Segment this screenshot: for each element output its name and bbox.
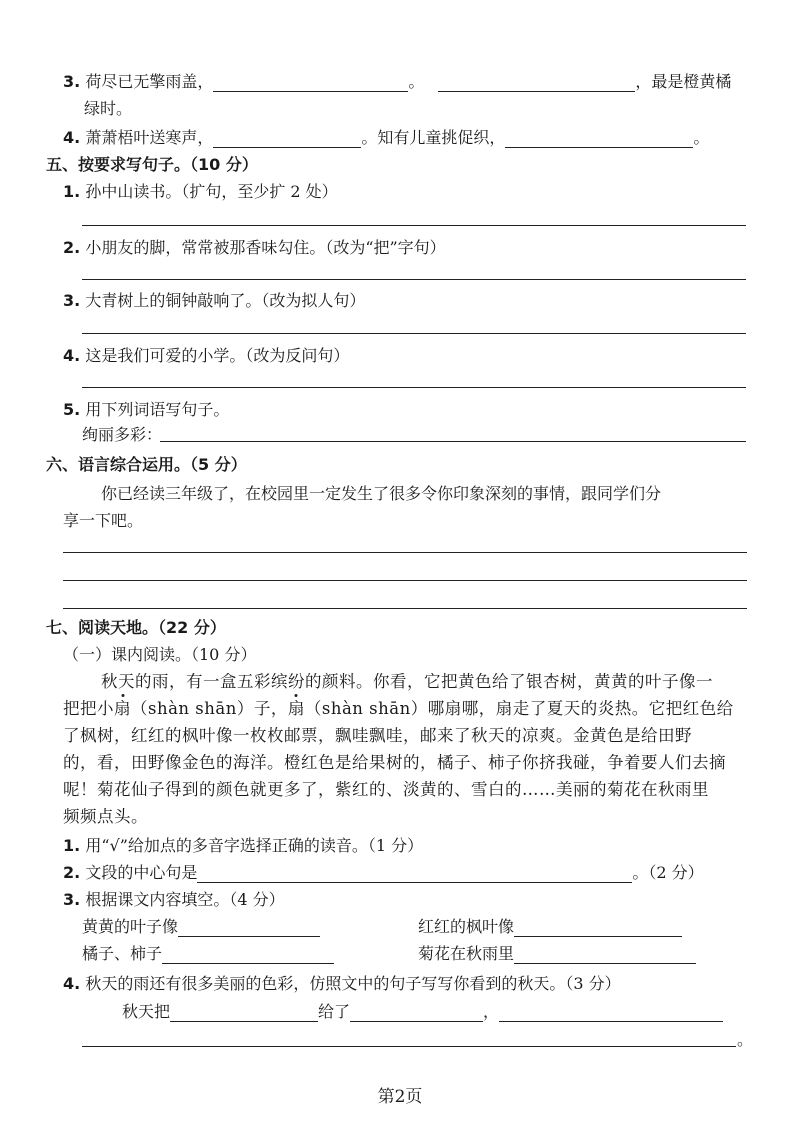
- passage-line-3: 了枫树，红红的枫叶像一枚枚邮票，飘哇飘哇，邮来了秋天的凉爽。金黄色是给田野: [63, 726, 692, 745]
- passage-line-1: 秋天的雨，有一盒五彩缤纷的颜料。你看，它把黄色给了银杏树，黄黄的叶子像一: [101, 672, 713, 691]
- answer-blank[interactable]: [438, 75, 635, 92]
- answer-blank[interactable]: [505, 131, 693, 148]
- answer-line[interactable]: [82, 225, 746, 226]
- s5-q3: 3. 大青树上的铜钟敲响了。（改为拟人句）: [63, 291, 366, 310]
- answer-line[interactable]: [82, 1046, 736, 1047]
- s7-q4: 4. 秋天的雨还有很多美丽的色彩，仿照文中的句子写写你看到的秋天。（3 分）: [63, 974, 621, 993]
- s7-q3-fill-3: 橘子、柿子: [82, 944, 334, 964]
- answer-line[interactable]: [82, 387, 746, 388]
- answer-blank[interactable]: [162, 947, 334, 964]
- s7-subtitle: （一）课内阅读。（10 分）: [63, 645, 257, 664]
- s5-q1: 1. 孙中山读书。（扩句，至少扩 2 处）: [63, 182, 338, 201]
- answer-blank[interactable]: [350, 1005, 483, 1022]
- answer-line[interactable]: [63, 608, 747, 609]
- s7-q2: 2. 文段的中心句是 。（2 分）: [63, 863, 704, 882]
- s7-q1: 1. 用“√”给加点的多音字选择正确的读音。（1 分）: [63, 836, 424, 855]
- answer-line[interactable]: [160, 441, 746, 442]
- answer-blank[interactable]: [170, 1005, 318, 1022]
- section-7-title: 七、阅读天地。（22 分）: [46, 618, 226, 637]
- s6-prompt-line-1: 你已经读三年级了，在校园里一定发生了很多令你印象深刻的事情，跟同学们分: [101, 484, 662, 503]
- dotted-char: 扇: [287, 699, 305, 718]
- page-number: 第2页: [377, 1087, 423, 1107]
- s5-q2: 2. 小朋友的脚，常常被那香味勾住。（改为“把”字句）: [63, 238, 446, 257]
- answer-blank[interactable]: [178, 920, 320, 937]
- poem-question-3: 3. 荷尽已无擎雨盖， 。 ，最是橙黄橘: [63, 72, 732, 91]
- s5-q5: 5. 用下列词语写句子。: [63, 400, 230, 419]
- answer-line[interactable]: [63, 580, 747, 581]
- section-6-title: 六、语言综合运用。（5 分）: [46, 455, 247, 474]
- answer-blank[interactable]: [514, 920, 682, 937]
- s5-q4: 4. 这是我们可爱的小学。（改为反问句）: [63, 346, 350, 365]
- s7-q4-fill: 秋天把 给了 ，: [122, 1002, 723, 1022]
- s6-prompt-line-2: 享一下吧。: [63, 511, 144, 530]
- passage-line-4: 的，看，田野像金色的海洋。橙红色是给果树的，橘子、柿子你挤我碰，争着要人们去摘: [63, 753, 726, 772]
- poem-question-3-cont: 绿时。: [84, 99, 133, 118]
- passage-line-2: 把把小扇（shàn shān）子，扇（shàn shān）哪扇哪，扇走了夏天的炎热。它把红色给: [63, 699, 734, 718]
- dotted-char: 扇: [114, 699, 131, 718]
- answer-blank[interactable]: [499, 1005, 723, 1022]
- s7-q4-period: 。: [737, 1030, 754, 1049]
- answer-blank[interactable]: [514, 947, 696, 964]
- section-5-title: 五、按要求写句子。（10 分）: [46, 155, 258, 174]
- poem-question-4: 4. 萧萧梧叶送寒声， 。知有儿童挑促织， 。: [63, 128, 710, 147]
- s5-word: 绚丽多彩：: [82, 425, 163, 444]
- answer-blank[interactable]: [213, 131, 361, 148]
- s7-q3: 3. 根据课文内容填空。（4 分）: [63, 890, 285, 909]
- answer-line[interactable]: [82, 279, 746, 280]
- passage-line-5: 呢！菊花仙子得到的颜色就更多了，紫红的、淡黄的、雪白的……美丽的菊花在秋雨里: [63, 780, 709, 799]
- answer-blank[interactable]: [213, 75, 408, 92]
- s7-q3-fill-1: 黄黄的叶子像: [82, 917, 320, 937]
- s7-q3-fill-4: 菊花在秋雨里: [418, 944, 696, 964]
- answer-blank[interactable]: [197, 866, 632, 883]
- s7-q3-fill-2: 红红的枫叶像: [418, 917, 682, 937]
- answer-line[interactable]: [63, 552, 747, 553]
- answer-line[interactable]: [82, 333, 746, 334]
- passage-line-6: 频频点头。: [63, 807, 148, 826]
